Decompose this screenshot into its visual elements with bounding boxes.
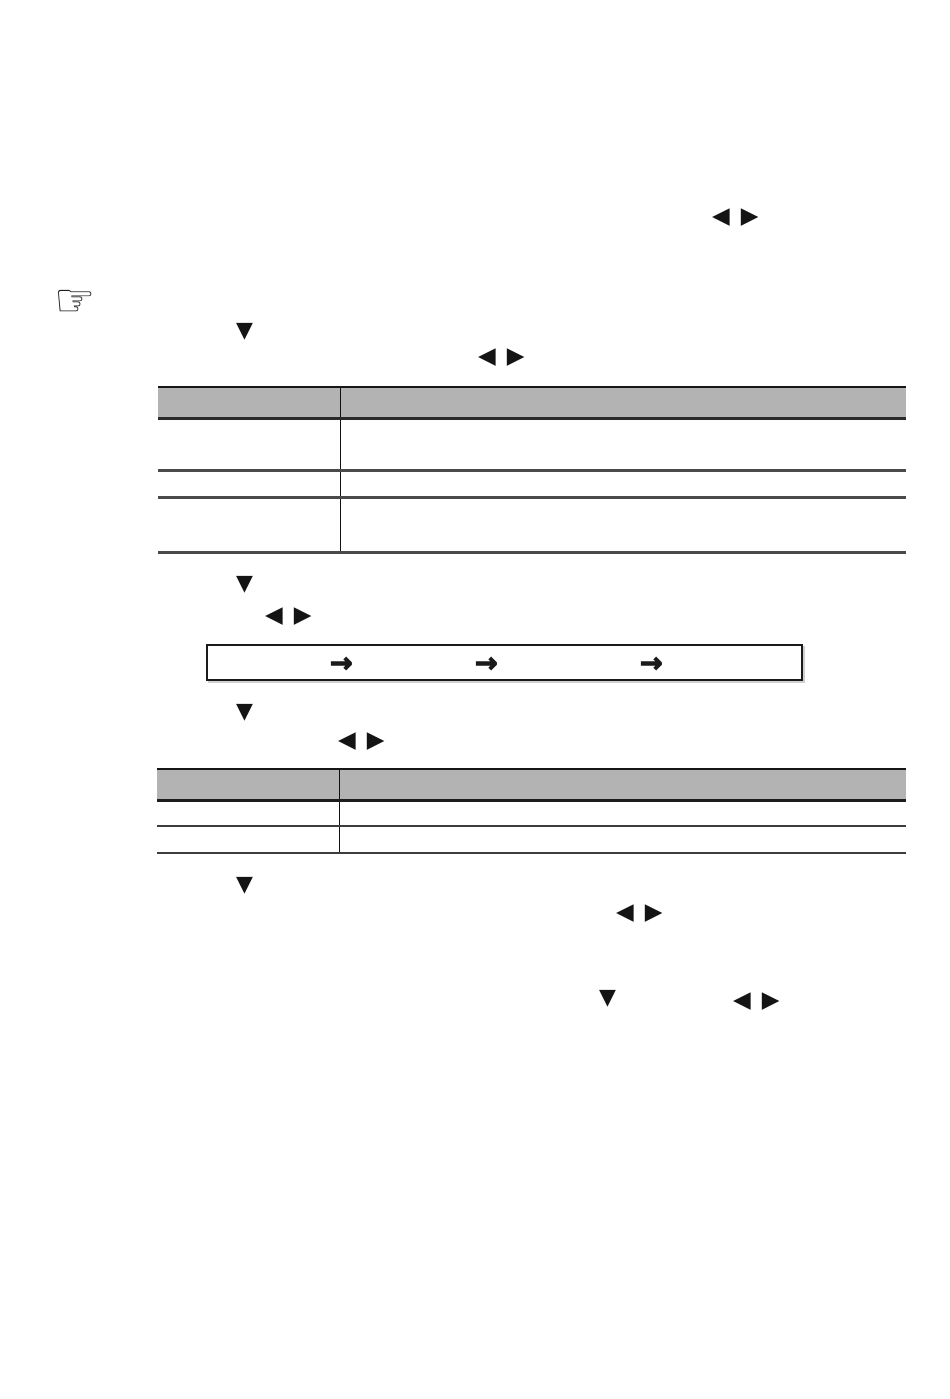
table-cell	[158, 472, 341, 496]
table-cell	[341, 499, 906, 551]
table-cell	[340, 802, 906, 825]
right-arrow-icon: ▶	[644, 899, 663, 925]
note-hand-icon: ☞	[54, 273, 96, 327]
left-right-keys	[733, 989, 779, 1012]
right-arrow-icon: →	[640, 648, 663, 679]
down-arrow-icon: ▼	[236, 571, 253, 596]
settings-table-2	[157, 768, 906, 854]
table-row	[158, 472, 906, 499]
left-arrow-icon: ◀	[616, 899, 634, 925]
left-right-keys	[478, 345, 524, 368]
table-header-row	[157, 770, 906, 802]
right-arrow-icon: ▶	[761, 987, 780, 1013]
down-arrow-icon: ▼	[599, 985, 616, 1010]
table-header-row	[158, 388, 906, 420]
left-arrow-icon: ◀	[733, 987, 751, 1013]
right-arrow-icon: ▶	[506, 343, 525, 369]
right-arrow-icon: →	[475, 648, 498, 679]
right-arrow-icon: →	[330, 648, 353, 679]
table-header-cell	[158, 388, 341, 417]
table-row	[157, 827, 906, 854]
flow-sequence-box	[206, 644, 803, 681]
table-row	[158, 420, 906, 472]
left-arrow-icon: ◀	[712, 203, 730, 229]
table-cell	[158, 499, 341, 551]
table-header-cell	[341, 388, 906, 417]
table-header-cell	[157, 770, 340, 799]
left-arrow-icon: ◀	[265, 602, 283, 628]
down-arrow-icon: ▼	[236, 872, 253, 897]
left-right-keys	[338, 729, 384, 752]
right-arrow-icon: ▶	[366, 727, 385, 753]
left-right-keys	[265, 604, 311, 627]
table-cell	[158, 420, 341, 469]
down-arrow-icon: ▼	[236, 318, 253, 343]
right-arrow-icon: ▶	[293, 602, 312, 628]
table-cell	[157, 827, 340, 852]
left-right-keys	[712, 205, 758, 228]
table-row	[157, 802, 906, 827]
table-header-cell	[340, 770, 906, 799]
down-arrow-icon: ▼	[236, 699, 253, 724]
settings-table-1	[158, 386, 906, 554]
table-cell	[341, 472, 906, 496]
table-cell	[340, 827, 906, 852]
table-cell	[341, 420, 906, 469]
table-row	[158, 499, 906, 554]
right-arrow-icon: ▶	[740, 203, 759, 229]
left-arrow-icon: ◀	[478, 343, 496, 369]
left-arrow-icon: ◀	[338, 727, 356, 753]
left-right-keys	[616, 901, 662, 924]
table-cell	[157, 802, 340, 825]
